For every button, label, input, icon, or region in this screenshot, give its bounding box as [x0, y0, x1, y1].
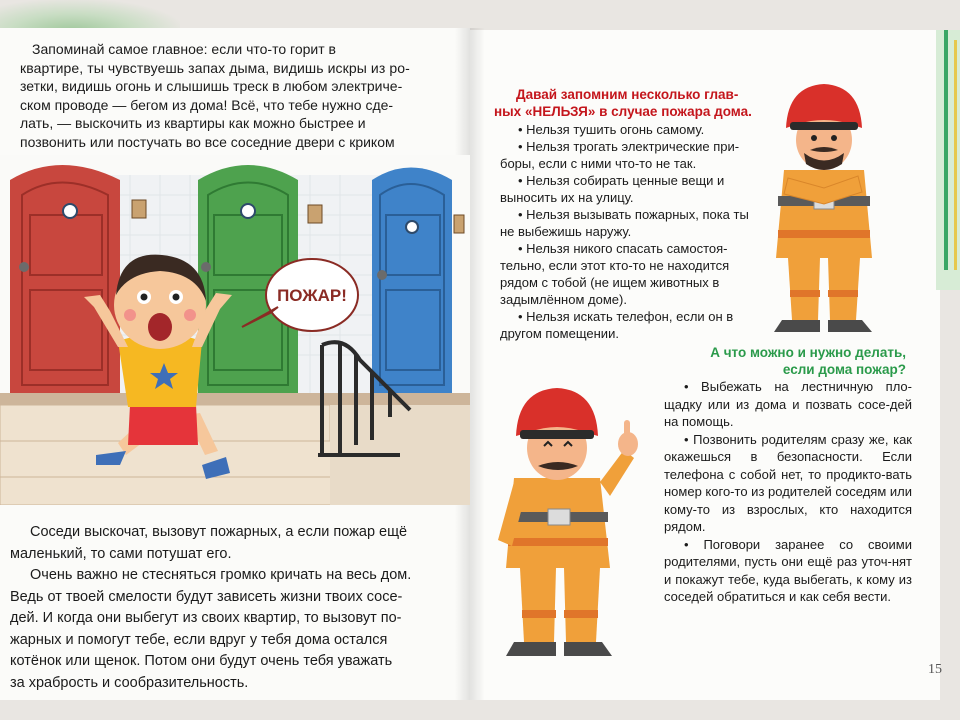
- speech-bubble-text: ПОЖАР!: [277, 286, 347, 305]
- list-item: • Нельзя искать телефон, если он в другом помещении.: [500, 309, 734, 341]
- text-line: лать, — выскочить из квартиры как можно быстрее и: [20, 115, 366, 131]
- forbidden-list: [500, 121, 770, 342]
- firefighter-arms-crossed: [754, 58, 894, 338]
- title-line: если дома пожар?: [782, 362, 906, 377]
- text-line: котёнок или щенок. Потом они будут очень тебя уважать: [10, 653, 393, 669]
- list-item: • Нельзя трогать электрические при-боры, если с ними что-то не так.: [500, 139, 740, 171]
- list-item: • Нельзя тушить огонь самому.: [518, 122, 705, 137]
- text-line: Ведь от твоей смелости будут зависеть жизни твоих сосе-: [10, 588, 403, 605]
- page-edge-stripe-yellow: [954, 40, 957, 270]
- text-line: маленький, то сами потушат его.: [10, 545, 232, 562]
- text-line: зетки, видишь огонь и слышишь треск в любом электриче-: [20, 78, 403, 94]
- firefighter-finger-up: [478, 370, 648, 670]
- doorbell-blue: [454, 215, 464, 233]
- blue-door: [372, 168, 452, 396]
- doorbell-green: [308, 205, 322, 223]
- page-number: 15: [928, 662, 942, 677]
- title-line: А что можно и нужно делать,: [710, 345, 906, 360]
- list-item: • Поговори заранее со своими родителями, пусть они ещё раз уточ-нят и покажут тебе, куда выбегать, к кому из соседей обратиться и как себя вести.: [664, 536, 912, 604]
- list-item: • Выбежать на лестничную пло-щадку или из дома и позвать сосе-дей на помощь.: [664, 379, 912, 429]
- list-item: • Нельзя собирать ценные вещи и выносить их на улицу.: [500, 173, 725, 205]
- text-line: Соседи выскочат, вызовут пожарных, а если пожар ещё: [30, 524, 408, 540]
- allowed-list: [664, 378, 912, 606]
- text-line: за храбрость и сообразительность.: [10, 674, 249, 691]
- text-line: жарных и помогут тебе, если вдруг у тебя дома остался: [10, 631, 388, 648]
- text-line: Очень важно не стесняться громко кричать на весь дом.: [30, 567, 412, 583]
- title-line: ных «НЕЛЬЗЯ» в случае пожара дома.: [494, 104, 752, 119]
- stairs: [0, 393, 470, 505]
- forbidden-list-title: [494, 86, 752, 120]
- doorbell-red: [132, 200, 146, 218]
- left-bottom-paragraph: [10, 522, 460, 694]
- left-top-paragraph: [20, 40, 454, 170]
- red-door: [10, 165, 120, 395]
- firefighter-boot: [774, 320, 820, 332]
- firefighter-boot: [506, 642, 556, 656]
- text-line: дей. И когда они выбегут из своих квартир, то вызовут по-: [10, 610, 402, 626]
- list-item: • Позвонить родителям сразу же, как окажешься в безопасности. Если телефона с собой нет, то продикто-вать номер кого-то из родителей соседям или кому-то из взрослых, кто находится рядом.: [664, 431, 912, 534]
- illustration-doors-and-child: [0, 155, 470, 505]
- page-edge-stripe-green: [944, 30, 948, 270]
- text-line: ском проводе — бегом из дома! Всё, что тебе нужно сде-: [20, 96, 394, 113]
- firefighter-boot: [828, 320, 872, 332]
- firefighter-boot: [564, 642, 612, 656]
- text-line: Запоминай самое главное: если что-то горит в: [32, 41, 336, 57]
- text-line: квартире, ты чувствуешь запах дыма, видишь искры из ро-: [20, 59, 410, 76]
- list-item: • Нельзя никого спасать самостоя-тельно, если этот кто-то не находится рядом с тобой (не ищем животных в задымлённом доме).: [500, 241, 730, 307]
- list-item: • Нельзя вызывать пожарных, пока ты не выбежишь наружу.: [500, 207, 749, 239]
- allowed-list-title: [692, 344, 906, 378]
- title-line: Давай запомним несколько глав-: [516, 87, 739, 102]
- text-line: позвонить или постучать во все соседние двери с криком: [20, 133, 395, 150]
